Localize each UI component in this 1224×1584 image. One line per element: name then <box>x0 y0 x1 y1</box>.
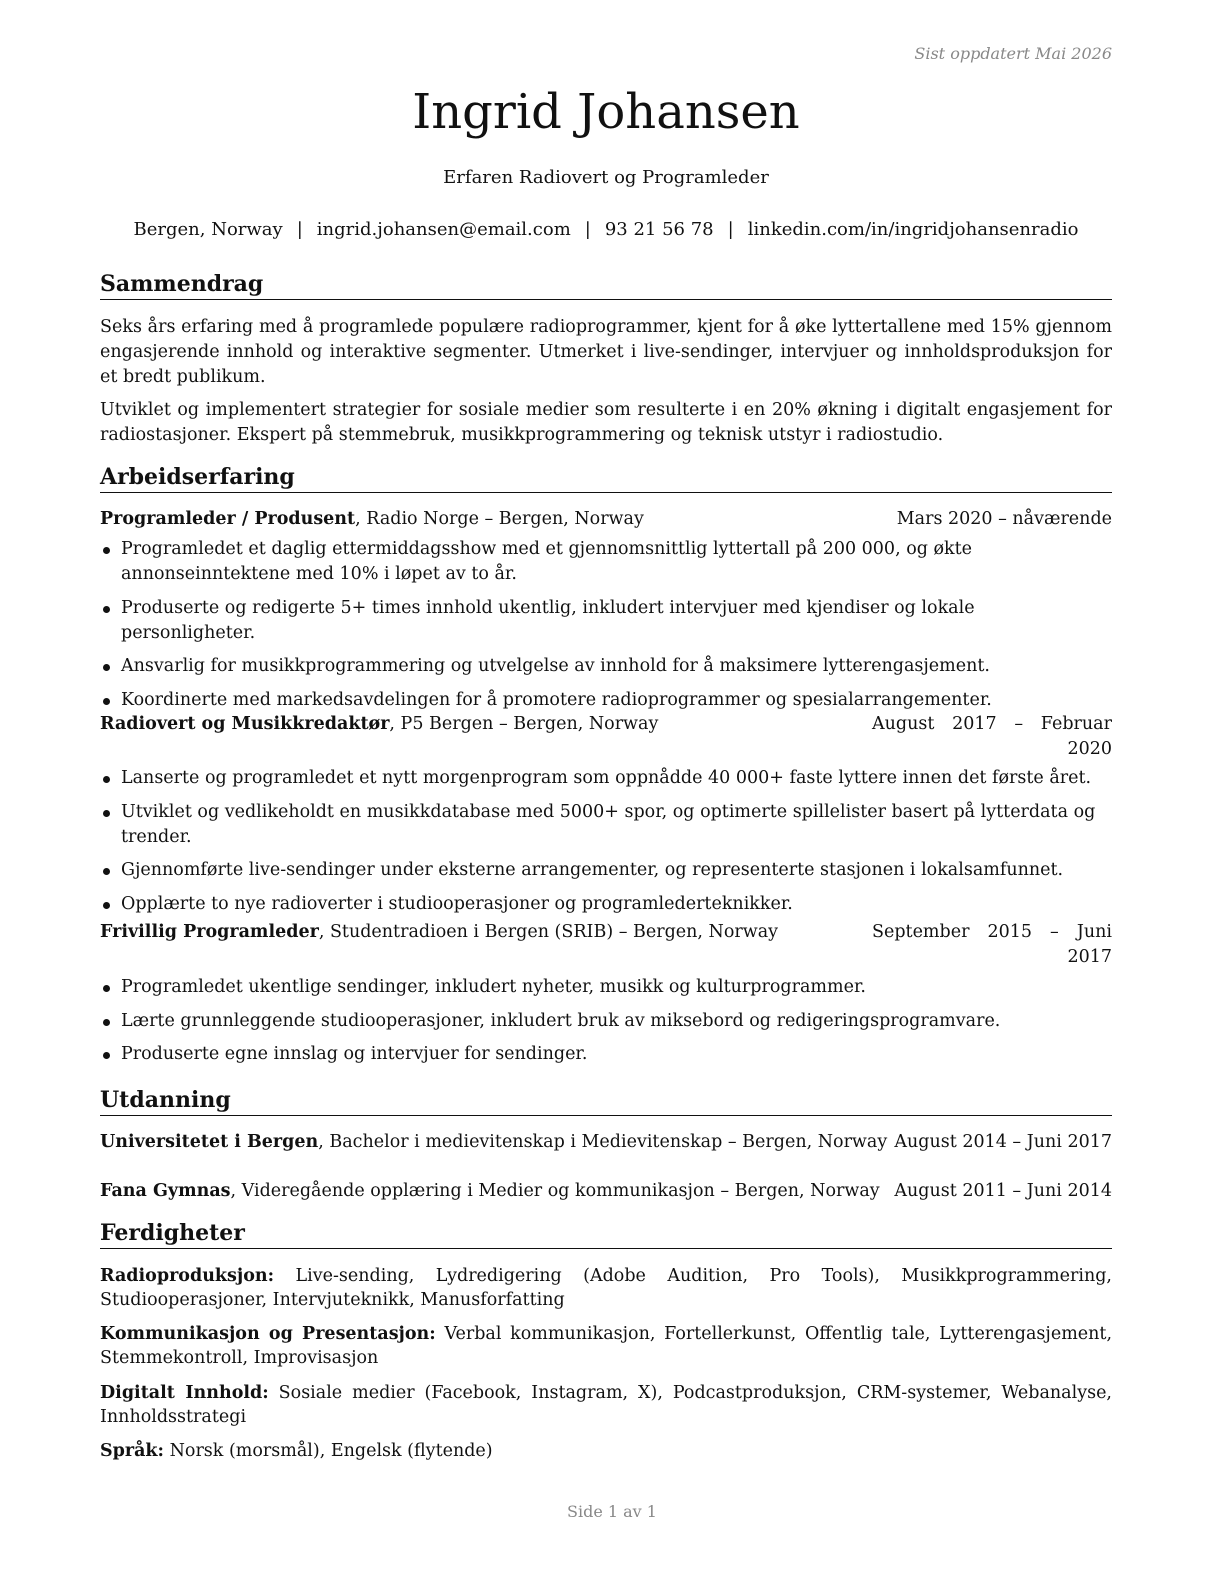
job-bullet-list <box>100 537 1112 721</box>
candidate-title: Erfaren Radiovert og Programleder <box>443 167 769 188</box>
summary-paragraph: Seks års erfaring med å programlede populære radioprogrammer, kjent for å øke lyttertallene med 15% gjennom engasjerende innhold og interaktive segmenter. Utmerket i live-sendinger, intervjuer og innholdsproduksjon for et bredt publikum. <box>100 317 1112 387</box>
summary-paragraph: Utviklet og implementert strategier for sosiale medier som resulterte i en 20% økning i digitalt engasjement for radiostasjoner. Ekspert på stemmebruk, musikkprogrammering og teknisk utstyr i radiostudio. <box>100 400 1112 445</box>
list-item: Lanserte og programledet et nytt morgenprogram som oppnådde 40 000+ faste lyttere innen det første året. <box>100 766 1112 791</box>
education-date: August 2011 – Juni 2014 <box>894 1181 1112 1201</box>
skill-category: Kommunikasjon og Presentasjon: <box>100 1324 436 1344</box>
contact-phone: 93 21 56 78 <box>604 219 714 240</box>
list-item: Opplærte to nye radioverter i studiooperasjoner og programlederteknikker. <box>100 892 1112 917</box>
list-item: Koordinerte med markedsavdelingen for å promotere radioprogrammer og spesialarrangementer. <box>100 688 1112 713</box>
contact-line <box>100 219 1112 240</box>
skill-text: Live-sending, Lydredigering (Adobe Audition, Pro Tools), Musikkprogrammering, Studiooperasjoner, Intervjuteknikk, Manusforfatting <box>100 1266 1112 1310</box>
list-item: Programledet ukentlige sendinger, inkludert nyheter, musikk og kulturprogrammer. <box>100 975 1112 1000</box>
education-item <box>100 1179 1112 1204</box>
education-date: August 2014 – Juni 2017 <box>894 1132 1112 1152</box>
section-title-experience: Arbeidserfaring <box>100 463 1112 493</box>
list-item: Utviklet og vedlikeholdt en musikkdatabase med 5000+ spor, og optimerte spillelister basert på lytterdata og trender. <box>100 800 1112 850</box>
section-title-skills: Ferdigheter <box>100 1219 1112 1249</box>
contact-location: Bergen, Norway <box>133 219 283 240</box>
job-organization: , P5 Bergen – Bergen, Norway <box>389 714 659 734</box>
contact-linkedin[interactable]: linkedin.com/in/ingridjohansenradio <box>747 219 1079 240</box>
education-detail: , Videregående opplæring i Medier og kommunikasjon – Bergen, Norway <box>230 1181 880 1201</box>
education-detail: , Bachelor i medievitenskap i Medievitenskap – Bergen, Norway <box>318 1132 888 1152</box>
education-school: Universitetet i Bergen <box>100 1132 319 1152</box>
job-bullet-list <box>100 766 1112 925</box>
skill-item <box>100 1439 1112 1463</box>
job-date: September 2015 – Juni 2017 <box>872 922 1112 967</box>
skill-item <box>100 1264 1112 1312</box>
list-item: Produserte egne innslag og intervjuer for sendinger. <box>100 1042 1112 1067</box>
contact-separator: | <box>727 219 734 240</box>
skill-item <box>100 1322 1112 1370</box>
skill-text: Sosiale medier (Facebook, Instagram, X), Podcastproduksjon, CRM-systemer, Webanalyse, Innholdsstrategi <box>100 1383 1112 1427</box>
contact-separator: | <box>584 219 591 240</box>
job-bullet-list <box>100 975 1112 1076</box>
education-item <box>100 1130 1112 1155</box>
job-header <box>100 920 1112 967</box>
candidate-name: Ingrid Johansen <box>412 84 800 140</box>
job-organization: , Studentradioen i Bergen (SRIB) – Bergen, Norway <box>318 922 779 942</box>
job-organization: , Radio Norge – Bergen, Norway <box>355 509 644 529</box>
list-item: Lærte grunnleggende studiooperasjoner, inkludert bruk av miksebord og redigeringsprogramvare. <box>100 1009 1112 1034</box>
list-item: Produserte og redigerte 5+ times innhold ukentlig, inkludert intervjuer med kjendiser og lokale personligheter. <box>100 596 1112 646</box>
job-date: August 2017 – Februar 2020 <box>872 714 1112 759</box>
contact-email[interactable]: ingrid.johansen@email.com <box>316 219 571 240</box>
last-updated: Sist oppdatert Mai 2026 <box>914 44 1112 63</box>
job-header <box>100 507 1112 532</box>
skill-text: Verbal kommunikasjon, Fortellerkunst, Offentlig tale, Lytterengasjement, Stemmekontroll, Improvisasjon <box>100 1324 1113 1368</box>
list-item: Gjennomførte live-sendinger under eksterne arrangementer, og representerte stasjonen i lokalsamfunnet. <box>100 858 1112 883</box>
section-title-summary: Sammendrag <box>100 270 1112 300</box>
page-number: Side 1 av 1 <box>567 1502 657 1521</box>
skill-item <box>100 1381 1112 1429</box>
list-item: Programledet et daglig ettermiddagsshow med et gjennomsnittlig lyttertall på 200 000, og økte annonseinntektene med 10% i løpet av to år. <box>100 537 1112 587</box>
skill-category: Radioproduksjon: <box>100 1266 275 1286</box>
list-item: Ansvarlig for musikkprogrammering og utvelgelse av innhold for å maksimere lytterengasjement. <box>100 654 1112 679</box>
job-date: Mars 2020 – nåværende <box>896 509 1112 529</box>
job-role: Radiovert og Musikkredaktør <box>100 714 390 734</box>
skill-category: Språk: <box>100 1441 165 1461</box>
skill-text: Norsk (morsmål), Engelsk (flytende) <box>164 1441 493 1461</box>
section-title-education: Utdanning <box>100 1086 1112 1116</box>
job-role: Programleder / Produsent <box>100 509 356 529</box>
skill-category: Digitalt Innhold: <box>100 1383 269 1403</box>
education-school: Fana Gymnas <box>100 1181 231 1201</box>
contact-separator: | <box>296 219 303 240</box>
job-header <box>100 712 1112 759</box>
job-role: Frivillig Programleder <box>100 922 319 942</box>
